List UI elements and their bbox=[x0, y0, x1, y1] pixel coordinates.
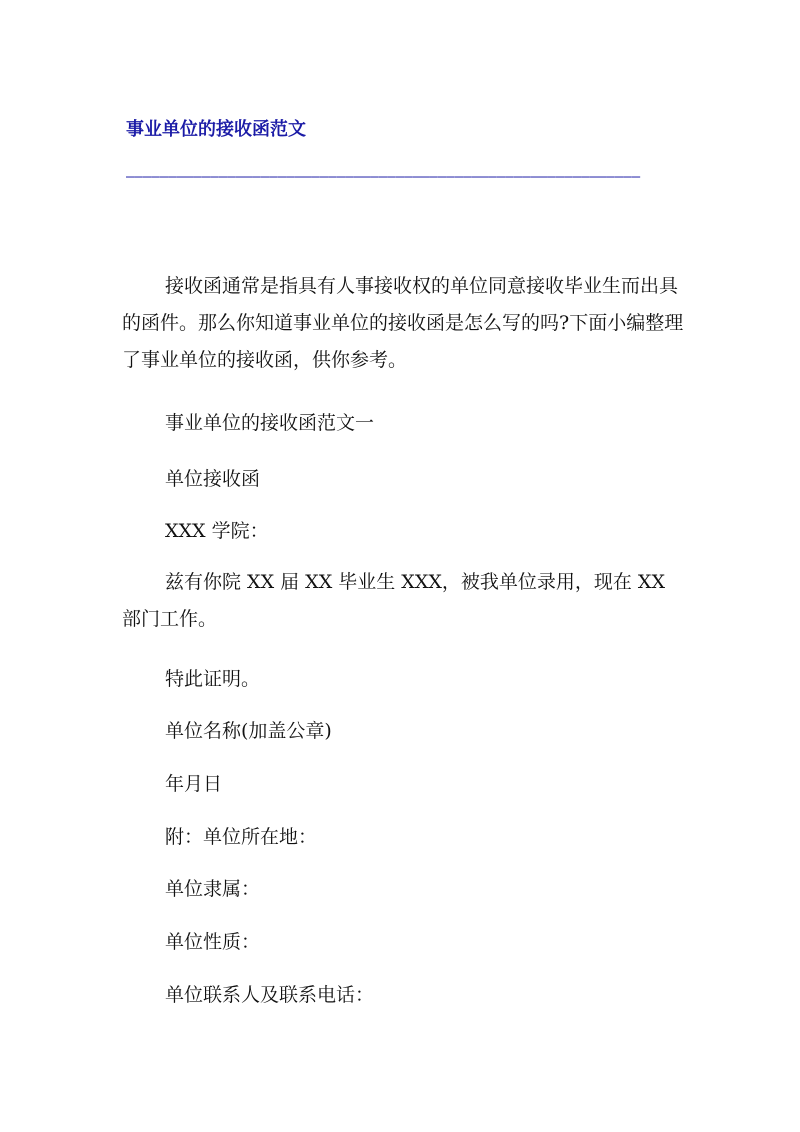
document-title: 事业单位的接收函范文 bbox=[126, 119, 306, 140]
certify-line: 特此证明。 bbox=[165, 668, 261, 690]
attachment-location-line: 附：单位所在地： bbox=[165, 826, 318, 848]
nature-line: 单位性质： bbox=[165, 931, 261, 953]
intro-paragraph-block bbox=[122, 268, 688, 379]
letter-body: 兹有你院 XX 届 XX 毕业生 XXX，被我单位录用，现在 XX 部门工作。 bbox=[122, 571, 665, 630]
sample-heading: 事业单位的接收函范文一 bbox=[165, 412, 375, 434]
org-name-line: 单位名称(加盖公章) bbox=[165, 720, 332, 742]
affiliation-line: 单位隶属： bbox=[165, 878, 261, 900]
intro-paragraph: 接收函通常是指具有人事接收权的单位同意接收毕业生而出具的函件。那么你知道事业单位的接收函是怎么写的吗?下面小编整理了事业单位的接收函，供你参考。 bbox=[122, 275, 684, 371]
letter-addressee: XXX 学院： bbox=[165, 520, 269, 542]
letter-body-block bbox=[122, 564, 688, 638]
contact-line: 单位联系人及联系电话： bbox=[165, 984, 375, 1006]
date-line: 年月日 bbox=[165, 773, 223, 795]
letter-title: 单位接收函 bbox=[165, 468, 261, 490]
title-divider: ————————————————————————————————————————————————————————————— bbox=[126, 169, 641, 185]
